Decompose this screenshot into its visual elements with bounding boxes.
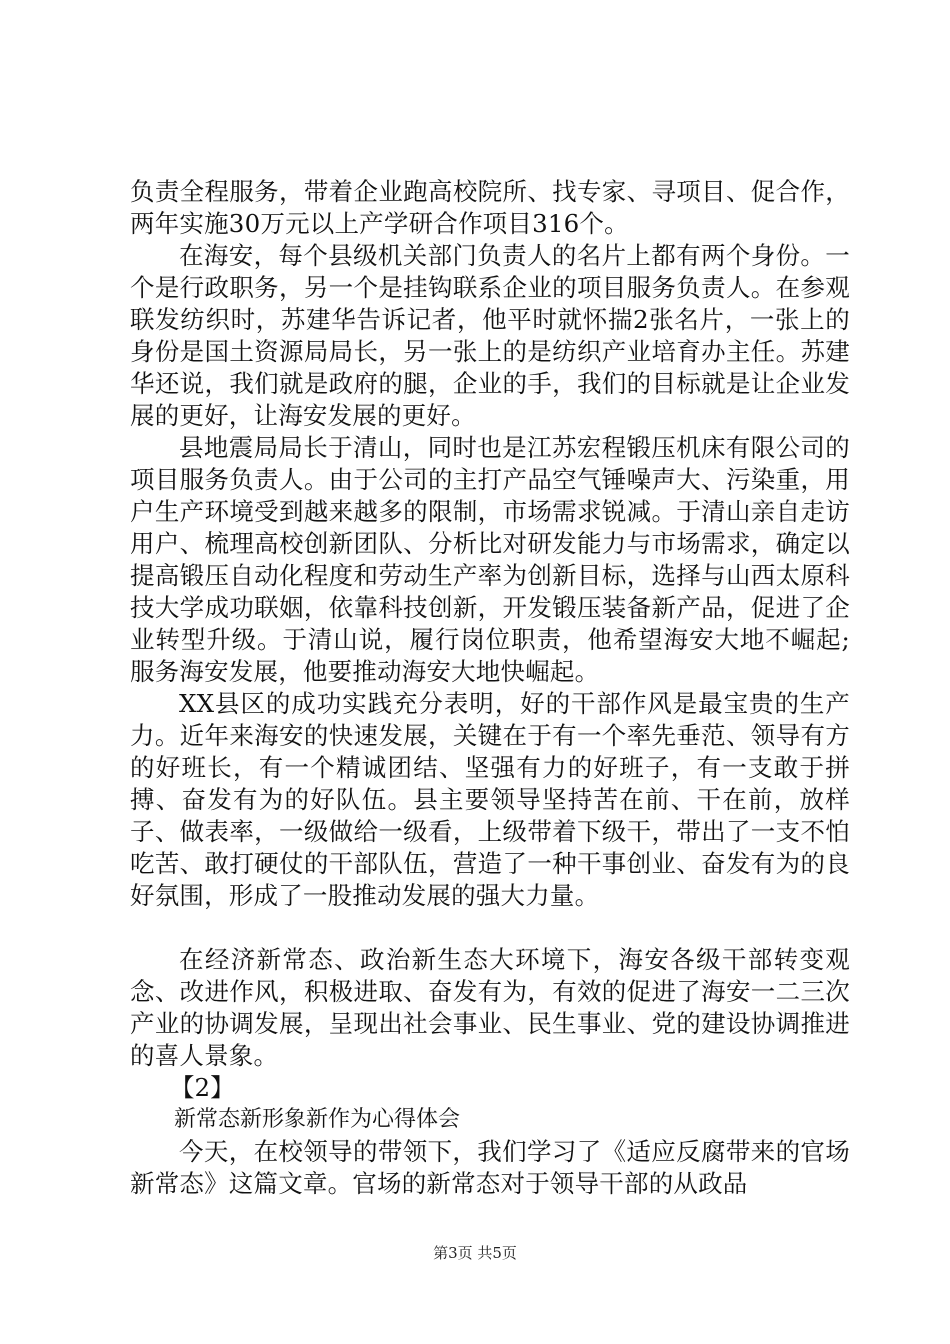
paragraph-gap — [130, 912, 850, 944]
paragraph-study-intro: 今天，在校领导的带领下，我们学习了《适应反腐带来的官场新常态》这篇文章。官场的新常态对于领导干部的从政品 — [130, 1137, 850, 1198]
paragraph-business-cards: 在海安，每个县级机关部门负责人的名片上都有两个身份。一个是行政职务，另一个是挂钩联系企业的项目服务负责人。在参观联发纺织时，苏建华告诉记者，他平时就怀揣2张名片，一张上的身份是国土资源局局长，另一张上的是纺织产业培育办主任。苏建华还说，我们就是政府的腿，企业的手，我们的目标就是让企业发展的更好，让海安发展的更好。 — [130, 241, 850, 430]
section-marker: 【2】 — [170, 1073, 235, 1102]
paragraph-continued: 负责全程服务，带着企业跑高校院所、找专家、寻项目、促合作，两年实施30万元以上产学研合作项目316个。 — [130, 177, 850, 238]
section-title: 新常态新形象新作为心得体会 — [174, 1107, 461, 1132]
paragraph-practice-summary: XX县区的成功实践充分表明，好的干部作风是最宝贵的生产力。近年来海安的快速发展，关键在于有一个率先垂范、领导有方的好班长，有一个精诚团结、坚强有力的好班子，有一支敢于拼搏、奋发有为的好队伍。县主要领导坚持苦在前、干在前，放样子、做表率，一级做给一级看，上级带着下级干，带出了一支不怕吃苦、敢打硬仗的干部队伍，营造了一种干事创业、奋发有为的良好氛围，形成了一股推动发展的强大力量。 — [130, 689, 850, 910]
document-body — [130, 176, 850, 1200]
paragraph-earthquake-bureau: 县地震局局长于清山，同时也是江苏宏程锻压机床有限公司的项目服务负责人。由于公司的主打产品空气锤噪声大、污染重，用户生产环境受到越来越多的限制，市场需求锐减。于清山亲自走访用户、梳理高校创新团队、分析比对研发能力与市场需求，确定以提高锻压自动化程度和劳动生产率为创新目标，选择与山西太原科技大学成功联姻，依靠科技创新，开发锻压装备新产品，促进了企业转型升级。于清山说，履行岗位职责，他希望海安大地不崛起;服务海安发展，他要推动海安大地快崛起。 — [130, 433, 850, 686]
paragraph-new-normal: 在经济新常态、政治新生态大环境下，海安各级干部转变观念、改进作风，积极进取、奋发有为，有效的促进了海安一二三次产业的协调发展，呈现出社会事业、民生事业、党的建设协调推进的喜人景象。 — [130, 945, 850, 1070]
page-number-footer: 第3页 共5页 — [433, 1244, 517, 1262]
